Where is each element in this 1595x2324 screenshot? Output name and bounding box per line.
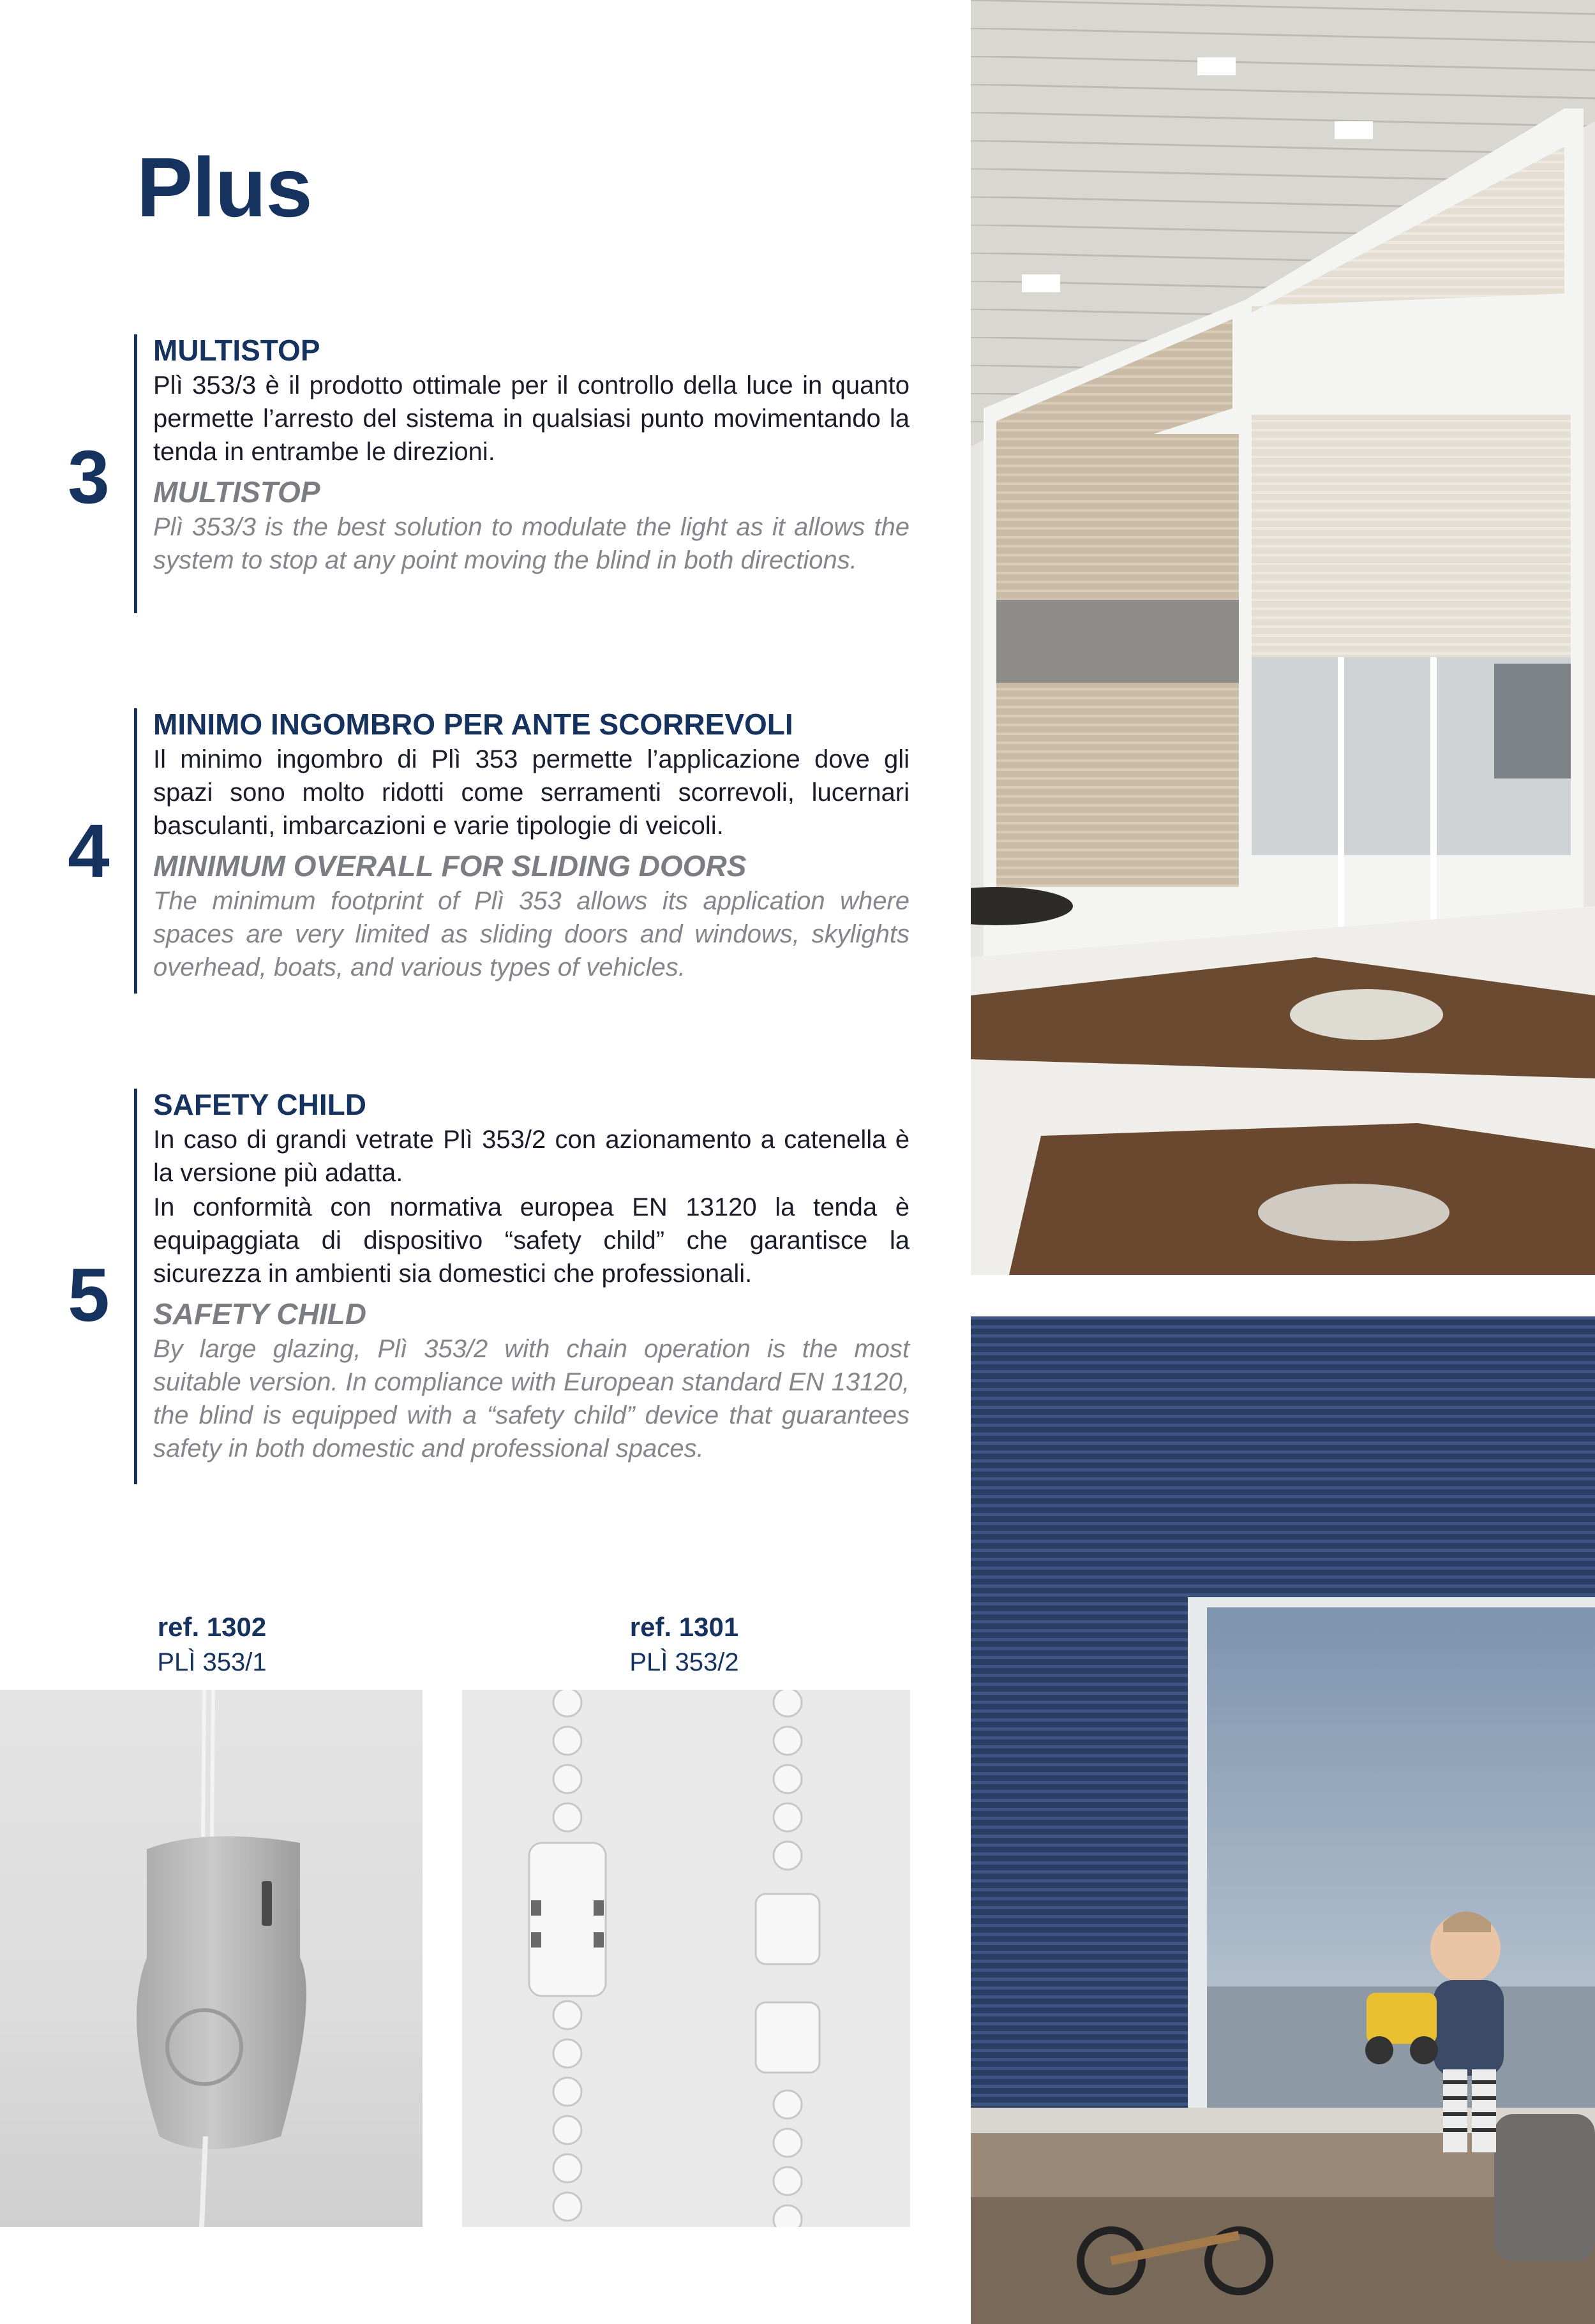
section-divider [134, 334, 137, 613]
product-ref-code: ref. 1302 [157, 1612, 267, 1642]
cord-tensioner-photo [0, 1690, 423, 2227]
section-body [153, 332, 910, 577]
section-heading-en: MULTISTOP [153, 475, 320, 509]
product-ref-1301 [557, 1609, 812, 1680]
pleated-blinds-room-photo [971, 0, 1595, 1275]
product-ref-model: PLÌ 353/2 [629, 1648, 739, 1676]
section-body [153, 1086, 910, 1465]
section-text-it: Plì 353/3 è il prodotto ottimale per il controllo della luce in quanto permette l’arresto del sistema in qualsiasi punto movimentando la tenda in entrambe le direzioni. [153, 371, 910, 466]
section-number: 3 [68, 435, 110, 519]
product-ref-code: ref. 1301 [629, 1612, 739, 1642]
product-ref-1302 [84, 1609, 340, 1680]
section-heading-it: MINIMO INGOMBRO PER ANTE SCORREVOLI [153, 708, 793, 741]
section-text-it: In caso di grandi vetrate Plì 353/2 con azionamento a catenella è la versione più adatta. [153, 1126, 910, 1187]
section-text-it-2: In conformità con normativa europea EN 13120 la tenda è equipaggiata di dispositivo “safety child” che garantisce la sicurezza in ambienti sia domestici che professionali. [153, 1193, 910, 1288]
section-divider [134, 1089, 137, 1484]
section-heading-en: MINIMUM OVERALL FOR SLIDING DOORS [153, 849, 747, 883]
section-number: 4 [68, 809, 110, 893]
section-safety-child [0, 1086, 919, 1488]
section-text-en: The minimum footprint of Plì 353 allows its application where spaces are very limited as sliding doors and windows, skylights overhead, boats, and various types of vehicles. [153, 887, 910, 981]
venetian-blinds-child-photo [971, 1316, 1595, 2324]
section-heading-it: SAFETY CHILD [153, 1088, 366, 1121]
section-heading-en: SAFETY CHILD [153, 1297, 366, 1330]
section-heading-it: MULTISTOP [153, 334, 320, 367]
section-multistop [0, 332, 919, 619]
page-title: Plus [137, 140, 312, 234]
section-text-it: Il minimo ingombro di Plì 353 permette l’applicazione dove gli spazi sono molto ridotti come serramenti scorrevoli, lucernari basculanti, imbarcazioni e varie tipologie di veicoli. [153, 745, 910, 840]
section-number: 5 [68, 1253, 110, 1337]
section-body [153, 706, 910, 984]
section-divider [134, 708, 137, 994]
section-text-en: Plì 353/3 is the best solution to modulate the light as it allows the system to stop at any point moving the blind in both directions. [153, 513, 910, 574]
product-ref-model: PLÌ 353/1 [157, 1648, 267, 1676]
bead-chain-photo [462, 1690, 910, 2227]
section-text-en: By large glazing, Plì 353/2 with chain operation is the most suitable version. In compliance with European standard EN 13120, the blind is equipped with a “safety child” device that guarantees safety in both domestic and professional spaces. [153, 1335, 910, 1463]
section-minimo-ingombro [0, 706, 919, 999]
